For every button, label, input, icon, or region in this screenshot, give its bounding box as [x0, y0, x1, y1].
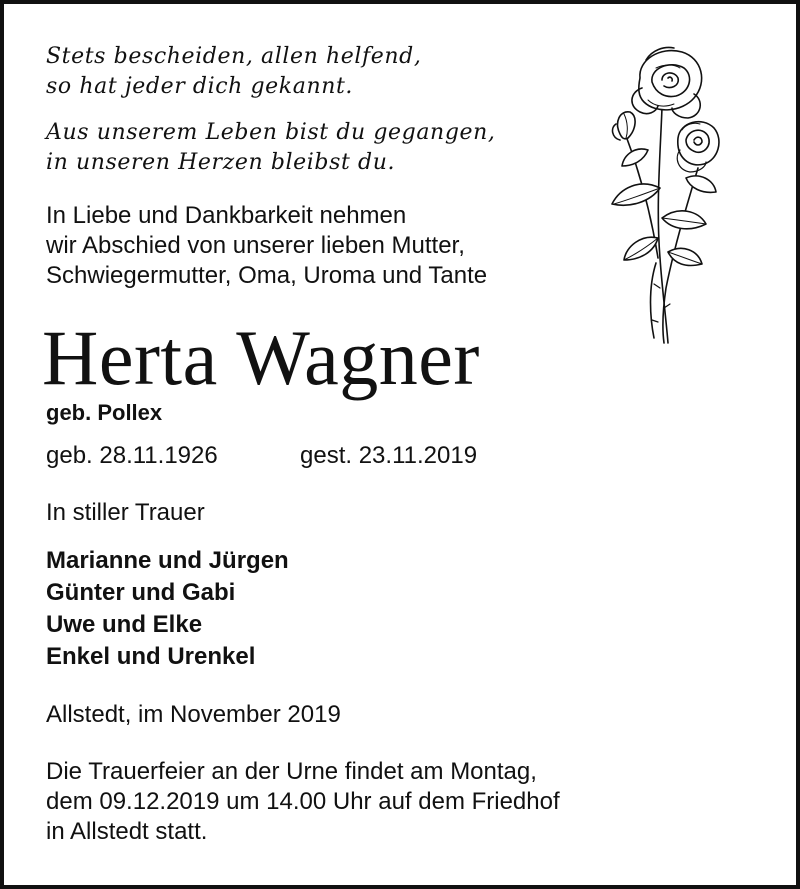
mourner-3: Uwe und Elke [46, 611, 203, 638]
intro-line-1: In Liebe und Dankbarkeit nehmen [46, 202, 407, 229]
ceremony-line-3: in Allstedt statt. [46, 818, 208, 845]
mourner-1: Marianne und Jürgen [46, 547, 289, 574]
maiden-name: geb. Pollex [46, 400, 163, 425]
deceased-name: Herta Wagner [42, 314, 480, 401]
poem-line-3: Aus unserem Leben bist du gegangen, [46, 120, 496, 145]
poem-line-2: so hat jeder dich gekannt. [46, 74, 354, 99]
mourner-2: Günter und Gabi [46, 579, 236, 606]
intro-line-2: wir Abschied von unserer lieben Mutter, [46, 232, 465, 259]
roses-illustration-icon [590, 38, 720, 350]
mourning-label: In stiller Trauer [46, 499, 205, 526]
ceremony-line-1: Die Trauerfeier an der Urne findet am Montag, [46, 758, 537, 785]
poem-line-1: Stets bescheiden, allen helfend, [46, 44, 422, 69]
mourner-4: Enkel und Urenkel [46, 643, 256, 670]
intro-line-3: Schwiegermutter, Oma, Uroma und Tante [46, 262, 488, 289]
ceremony-line-2: dem 09.12.2019 um 14.00 Uhr auf dem Friedhof [46, 788, 560, 815]
death-date: gest. 23.11.2019 [300, 442, 478, 469]
place-date: Allstedt, im November 2019 [46, 701, 341, 728]
poem-line-4: in unseren Herzen bleibst du. [46, 150, 396, 175]
birth-date: geb. 28.11.1926 [46, 442, 218, 469]
